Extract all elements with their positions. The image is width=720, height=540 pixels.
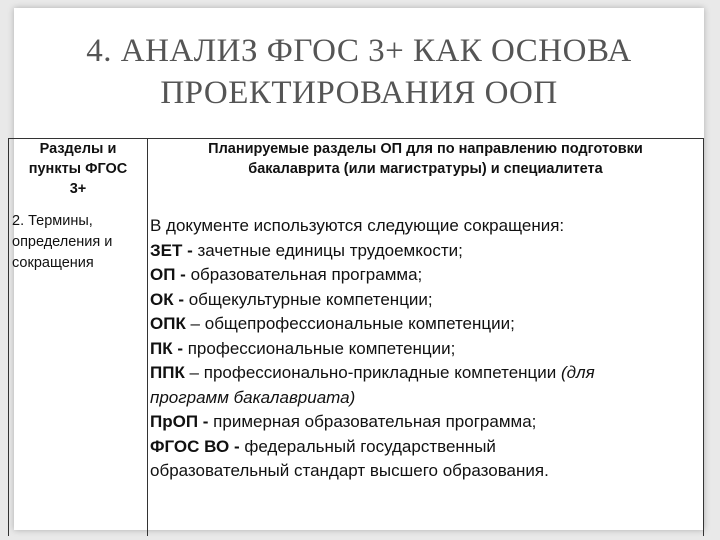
abbr-sep: - xyxy=(175,265,191,284)
abbreviations-cell xyxy=(148,211,704,536)
abbr-item xyxy=(150,410,703,435)
abbr-definition: общекультурные компетенции; xyxy=(188,289,433,309)
abbr-item xyxy=(150,263,703,288)
title-line-2: ПРОЕКТИРОВАНИЯ ООП xyxy=(160,75,558,111)
abbr-term: ФГОС ВО xyxy=(150,436,230,456)
abbr-definition: образовательная программа; xyxy=(190,265,423,284)
abbr-note: (для xyxy=(560,363,595,382)
header-col1-line: Разделы и xyxy=(39,141,117,157)
abbr-item xyxy=(150,337,703,362)
abbr-definition-continuation: образовательный стандарт высшего образования. xyxy=(150,461,549,480)
abbr-item xyxy=(150,361,703,386)
header-col2-line: Планируемые разделы ОП для по направлению подготовки xyxy=(208,141,643,157)
abbr-sep: – xyxy=(185,314,205,333)
abbr-term: ППК xyxy=(150,363,185,382)
abbr-term: ПК xyxy=(150,338,173,358)
abbr-term: ОК xyxy=(150,289,174,309)
abbr-note-continuation: программ бакалавриата) xyxy=(150,387,356,407)
slide xyxy=(14,8,704,530)
section-line: сокращения xyxy=(12,255,94,271)
abbr-definition: федеральный государственный xyxy=(244,436,496,456)
abbr-sep: - xyxy=(172,338,188,358)
abbr-sep: - xyxy=(182,240,198,260)
abbr-definition: общепрофессиональные компетенции; xyxy=(204,314,515,333)
abbr-item xyxy=(150,312,703,337)
header-sections-cell xyxy=(9,139,148,212)
slide-title xyxy=(14,30,704,114)
abbr-term: ОП xyxy=(150,265,176,284)
abbr-sep: - xyxy=(173,289,189,309)
section-cell xyxy=(9,211,148,536)
abbreviations-intro: В документе используются следующие сокращения: xyxy=(150,216,565,235)
abbr-definition: зачетные единицы трудоемкости; xyxy=(197,240,463,260)
fgos-table xyxy=(8,138,704,536)
header-planned-sections-cell xyxy=(148,139,704,212)
abbr-sep: - xyxy=(198,412,214,431)
abbr-sep: – xyxy=(184,363,204,382)
table-row xyxy=(9,211,704,536)
title-line-1: 4. АНАЛИЗ ФГОС 3+ КАК ОСНОВА xyxy=(86,33,632,69)
section-line: 2. Термины, xyxy=(12,213,93,229)
abbr-term: ОПК xyxy=(150,314,186,333)
section-line: определения и xyxy=(12,234,113,250)
abbr-item xyxy=(150,435,703,460)
abbr-term: ПрОП xyxy=(150,412,199,431)
abbr-definition: профессиональные компетенции; xyxy=(187,338,456,358)
abbr-term: ЗЕТ xyxy=(150,240,183,260)
header-col1-line: 3+ xyxy=(69,181,87,197)
abbr-definition: примерная образовательная программа; xyxy=(213,412,537,431)
abbr-item xyxy=(150,288,703,313)
header-col2-line: бакалаврита (или магистратуры) и специалитета xyxy=(248,161,603,177)
abbr-item xyxy=(150,239,703,264)
abbr-sep: - xyxy=(229,436,245,456)
abbr-definition: профессионально-прикладные компетенции xyxy=(203,363,561,382)
table-header-row xyxy=(9,139,704,212)
header-col1-line: пункты ФГОС xyxy=(28,161,128,177)
